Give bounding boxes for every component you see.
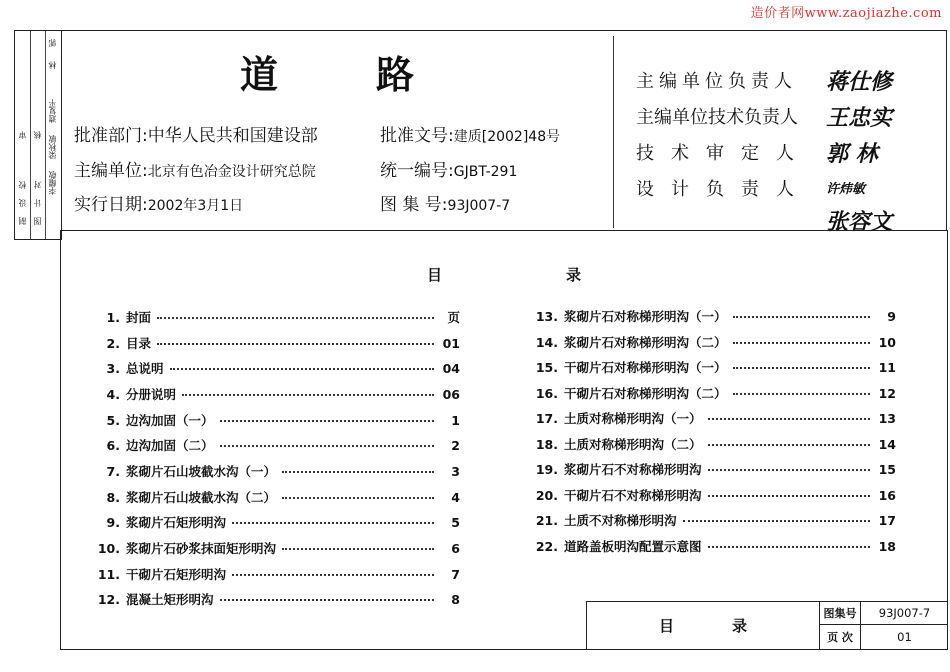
toc-heading-left: 目	[427, 266, 443, 284]
toc-leader	[733, 367, 870, 369]
sign-off-cell: 审	[18, 131, 27, 139]
sign-off-cell: 图	[33, 217, 42, 225]
toc-entry-page: 13	[878, 411, 896, 426]
toc-entry[interactable]	[530, 460, 896, 480]
toc-entry-page: 7	[451, 567, 460, 582]
watermark: 造价者网www.zaojiazhe.com	[750, 6, 942, 21]
toc-entry-page: 12	[878, 386, 896, 401]
sign-off-cell: 核	[33, 131, 42, 139]
toc-entry-page: 4	[451, 490, 460, 505]
toc-entry-num: 19.	[535, 462, 558, 477]
role-label: 主编单位负责人	[636, 71, 797, 92]
toc-entry-title: 混凝土矩形明沟	[126, 592, 214, 607]
toc-entry-num: 12.	[97, 592, 120, 607]
toc-entry-title: 土质对称梯形明沟（二）	[564, 437, 702, 452]
cover-divider	[613, 36, 614, 228]
toc-entry-num: 16.	[535, 386, 558, 401]
sign-off-cell: 郭	[48, 39, 57, 47]
toc-leader	[220, 445, 434, 447]
toc-leader	[683, 520, 870, 522]
toc-entry[interactable]	[530, 511, 896, 531]
approval-dept-label: 批准部门:	[74, 126, 148, 146]
editor-unit-value: 北京有色冶金设计研究总院	[147, 164, 316, 180]
sign-off-cell: 设	[18, 199, 27, 207]
toc-leader	[282, 471, 434, 473]
toc-entry-page: 15	[878, 462, 896, 477]
toc-entry-num: 5.	[106, 413, 120, 428]
toc-entry-num: 7.	[106, 464, 120, 479]
toc-leader	[220, 599, 434, 601]
signature: 蒋仕修	[826, 69, 893, 95]
toc-entry-page: 16	[878, 488, 896, 503]
sign-off-cell: 校	[18, 181, 27, 189]
toc-leader	[708, 444, 870, 446]
toc-entry-page: 3	[451, 464, 460, 479]
toc-entry-num: 9.	[106, 515, 120, 530]
toc-entry-page: 11	[878, 360, 896, 375]
toc-leader	[733, 342, 870, 344]
sign-off-cell: 计	[33, 199, 42, 207]
toc-entry-num: 17.	[535, 411, 558, 426]
toc-entry[interactable]	[92, 590, 460, 610]
toc-entry[interactable]	[92, 488, 460, 508]
toc-entry-num: 3.	[106, 361, 120, 376]
sign-off-col-1	[15, 31, 31, 239]
atlas-no-value: 93J007-7	[861, 602, 948, 625]
signature: 王忠实	[826, 105, 893, 131]
toc-entry-title: 封面	[126, 310, 152, 325]
sign-off-cell: 梁秋敏	[48, 135, 57, 159]
toc-entry-num: 1.	[106, 310, 120, 325]
sign-off-cell: 李耀敬	[48, 171, 57, 195]
toc-entry[interactable]	[92, 334, 460, 354]
title-char: 路	[376, 52, 417, 97]
editor-unit-label: 主编单位:	[74, 161, 148, 181]
toc-entry-page: 18	[878, 539, 896, 554]
toc-entry[interactable]	[530, 384, 896, 404]
toc-entry-num: 13.	[535, 309, 558, 324]
toc-entry-page: 04	[442, 361, 460, 376]
toc-leader	[708, 469, 870, 471]
signature: 许炜敏	[826, 182, 866, 197]
impl-date-value: 2002年3月1日	[147, 198, 244, 214]
role-label: 设计负责人	[636, 179, 811, 200]
toc-leader	[182, 394, 434, 396]
toc-entry[interactable]	[530, 307, 896, 327]
sign-off-cell: 对	[33, 181, 42, 189]
toc-leader	[282, 497, 434, 499]
toc-leader	[232, 522, 434, 524]
toc-entry[interactable]	[92, 385, 460, 405]
toc-entry-page: 10	[878, 335, 896, 350]
toc-leader	[282, 548, 434, 550]
toc-entry-page: 9	[887, 309, 896, 324]
toc-entry-title: 土质对称梯形明沟（一）	[564, 411, 702, 426]
toc-entry-page: 1	[451, 413, 460, 428]
sign-off-cell: 遗复平	[48, 99, 57, 123]
toc-entry[interactable]	[530, 486, 896, 506]
toc-entry-page: 8	[451, 592, 460, 607]
toc-entry-title: 干砌片石对称梯形明沟（一）	[564, 360, 727, 375]
toc-leader	[733, 316, 870, 318]
toc-entry-title: 边沟加固（二）	[126, 438, 214, 453]
toc-entry-page: 页	[447, 310, 460, 325]
toc-leader	[733, 393, 870, 395]
toc-leader	[232, 574, 434, 576]
toc-leader	[708, 495, 870, 497]
toc-entry[interactable]	[530, 435, 896, 455]
toc-entry-num: 22.	[535, 539, 558, 554]
toc-entry-title: 总说明	[126, 361, 164, 376]
toc-entry-title: 浆砌片石山坡截水沟（一）	[126, 464, 277, 479]
toc-entry-page: 01	[442, 336, 460, 351]
toc-leader	[157, 317, 434, 319]
toc-entry[interactable]	[92, 436, 460, 456]
toc-entry-title: 浆砌片石砂浆抹面矩形明沟	[126, 541, 277, 556]
toc-entry-page: 17	[878, 513, 896, 528]
unified-no-value: GJBT-291	[453, 164, 518, 180]
toc-entry[interactable]	[92, 513, 460, 533]
toc-leader	[708, 418, 870, 420]
toc-entry-num: 21.	[535, 513, 558, 528]
toc-heading-right: 录	[566, 266, 582, 284]
atlas-no-label: 图 集 号:	[380, 195, 448, 215]
toc-entry[interactable]	[92, 462, 460, 482]
toc-entry-title: 浆砌片石对称梯形明沟（一）	[564, 309, 727, 324]
sign-off-cell: 制	[18, 217, 27, 225]
toc-entry[interactable]	[530, 333, 896, 353]
toc-entry-title: 干砌片石不对称梯形明沟	[564, 488, 702, 503]
toc-entry-page: 6	[451, 541, 460, 556]
toc-entry[interactable]	[530, 537, 896, 557]
impl-date-row	[74, 190, 243, 215]
toc-entry-title: 干砌片石对称梯形明沟（二）	[564, 386, 727, 401]
toc-entry-num: 10.	[97, 541, 120, 556]
page-no-label: 页 次	[820, 625, 861, 649]
toc-entry-title: 目录	[126, 336, 152, 351]
toc-entry-num: 11.	[97, 567, 120, 582]
toc-entry-title: 道路盖板明沟配置示意图	[564, 539, 702, 554]
toc-leader	[708, 546, 870, 548]
approval-doc-row	[380, 121, 560, 146]
toc-entry[interactable]	[92, 411, 460, 431]
role-label: 主编单位技术负责人	[636, 107, 798, 128]
toc-entry[interactable]	[92, 308, 460, 328]
toc-leader	[157, 343, 434, 345]
impl-date-label: 实行日期:	[74, 195, 148, 215]
role-row	[636, 64, 926, 100]
toc-entry-page: 06	[442, 387, 460, 402]
toc-entry[interactable]	[92, 359, 460, 379]
approval-dept-row	[74, 121, 318, 146]
toc-entry-num: 15.	[535, 360, 558, 375]
title-block-name	[587, 602, 819, 649]
title-char: 道	[240, 52, 281, 97]
atlas-no-value: 93J007-7	[447, 198, 511, 214]
toc-entry-page: 14	[878, 437, 896, 452]
toc-entry-num: 8.	[106, 490, 120, 505]
role-label: 技术审定人	[636, 143, 811, 164]
sign-off-col-3	[45, 31, 60, 239]
signature: 张容文	[826, 209, 893, 235]
toc-leader	[170, 368, 434, 370]
toc-entry-num: 20.	[535, 488, 558, 503]
toc-entry-num: 14.	[535, 335, 558, 350]
editor-unit-row	[74, 156, 316, 181]
approval-doc-value: 建质[2002]48号	[453, 129, 561, 145]
role-row	[636, 172, 926, 208]
sign-off-strip	[14, 30, 62, 240]
toc-entry-title: 浆砌片石矩形明沟	[126, 515, 227, 530]
toc-entry[interactable]	[530, 409, 896, 429]
role-row	[636, 136, 926, 172]
toc-entry-title: 浆砌片石山坡截水沟（二）	[126, 490, 277, 505]
title-block-title-left: 目	[658, 617, 674, 635]
toc-entry-title: 分册说明	[126, 387, 177, 402]
role-row	[636, 100, 926, 136]
toc-entry-num: 2.	[106, 336, 120, 351]
page-no-value: 01	[897, 630, 912, 644]
toc-entry[interactable]	[530, 358, 896, 378]
toc-entry-title: 浆砌片石对称梯形明沟（二）	[564, 335, 727, 350]
toc-entry-num: 6.	[106, 438, 120, 453]
unified-no-row	[380, 156, 517, 181]
sign-off-cell: 林	[48, 61, 57, 69]
toc-entry-page: 2	[451, 438, 460, 453]
approval-dept-value: 中华人民共和国建设部	[147, 126, 318, 146]
sign-off-col-2	[30, 31, 46, 239]
toc-entry[interactable]	[92, 565, 460, 585]
approval-doc-label: 批准文号:	[380, 126, 454, 146]
atlas-no-label: 图集号	[820, 602, 861, 625]
toc-entry-title: 边沟加固（一）	[126, 413, 214, 428]
toc-entry-title: 干砌片石矩形明沟	[126, 567, 227, 582]
unified-no-label: 统一编号:	[380, 161, 454, 181]
toc-leader	[220, 420, 434, 422]
toc-entry-num: 4.	[106, 387, 120, 402]
toc-entry-num: 18.	[535, 437, 558, 452]
toc-entry[interactable]	[92, 539, 460, 559]
title-block	[586, 601, 947, 649]
signature: 郭 林	[826, 141, 878, 167]
atlas-no-row	[380, 190, 510, 215]
document-title	[240, 44, 416, 99]
title-block-title-right: 录	[732, 617, 748, 635]
toc-entry-page: 5	[451, 515, 460, 530]
toc-entry-title: 浆砌片石不对称梯形明沟	[564, 462, 702, 477]
toc-entry-title: 土质不对称梯形明沟	[564, 513, 677, 528]
title-block-grid	[819, 602, 948, 649]
